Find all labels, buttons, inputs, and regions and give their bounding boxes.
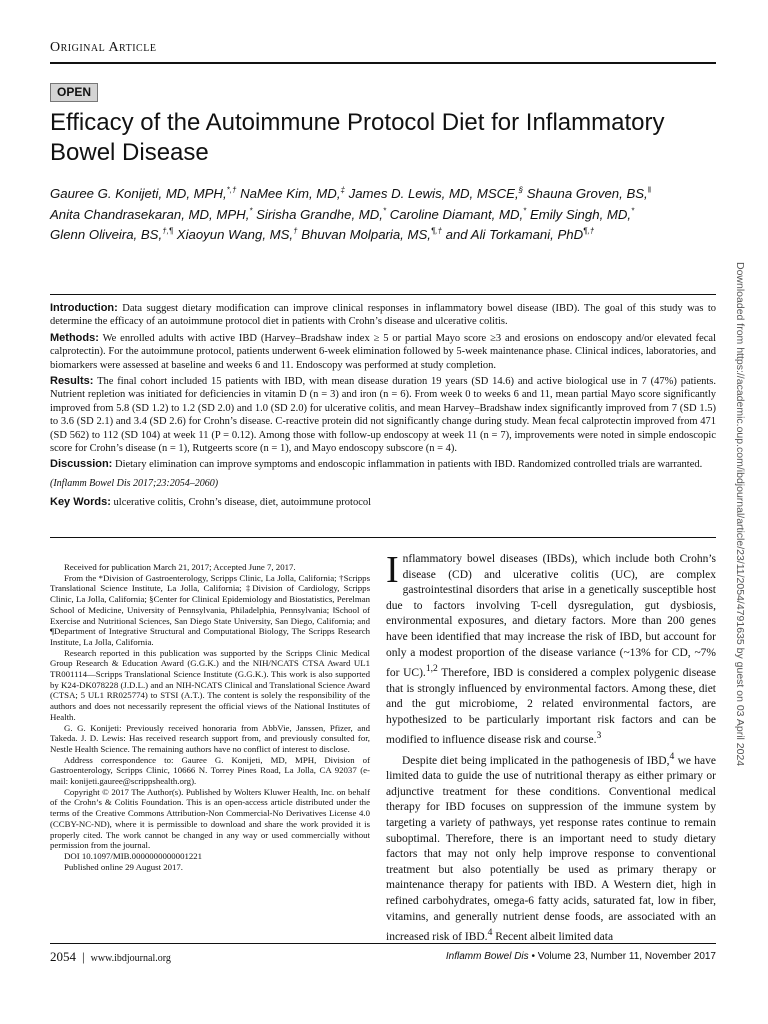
journal-citation: (Inflamm Bowel Dis 2017;23:2054–2060) <box>50 477 219 489</box>
body-paragraph: Inflammatory bowel diseases (IBDs), which include both Crohn’s disease (CD) and ulcerative colitis (UC), are complex gastrointestinal disorders that arise in a genetically susceptible host due to factors involving T-cell dysregulation, gut dysbiosis, environmental exposures, and dietary factors. More than 200 genes have been identified that may increase the risk of IBD, but account for only a modest proportion of the disease variance (~13% for CD, ~7% for UC).$^{1,2}$ Therefore, IBD is considered a complex polygenic disease that is strongly influenced by environmental factors. Among these, diet and the gut microbiome, 2 related environmental factors, are hypothesized to be particularly important risk factors and can be modified to influence disease risk and course.$^3$ <box>386 549 717 747</box>
footnote-doi: DOI 10.1097/MIB.0000000000001221 <box>64 850 203 861</box>
abstract-methods: Methods: We enrolled adults with active IBD (Harvey–Bradshaw index ≥ 5 or partial Mayo score ≥3 and erosions on endoscopy and/or elevated fecal calprotectin). For the autoimmune protocol, patients underwent 6-week elimination followed by 5-week maintenance phase. Clinical indices, laboratories, and biomarkers were assessed at baseline and weeks 6 and 11. Endoscopy was performed at study completion. <box>50 331 716 371</box>
author: Emily Singh, MD,* <box>529 206 635 222</box>
abstract-results: Results: The final cohort included 15 patients with IBD, with mean disease duration 19 years (SD 14.6) and active biological use in 7 (47%) patients. Nutrient repletion was initiated for deficiencies in vitamin D (n = 3) and iron (n = 6). From week 0 to weeks 6 and 11, mean partial Mayo score significantly improved from 5.8 (SD 1.2) to 1.2 (SD 2.0) and 1.0 (SD 2.0) for ulcerative colitis, and mean Harvey–Bradshaw index significantly improved from 7 (SD 1.5) to 3.6 (SD 2.1) and 3.4 (SD 2.6) for Crohn’s disease. C-reactive protein did not significantly change during study. Mean fecal calprotectin improved from 471 (SD 562) to 112 (SD 104) at week 11 (P = 0.12). Among those with follow-up endoscopy at week 11 (n = 7), improvements were noted in simple endoscopic score for Crohn’s disease (n = 1), Rutgeerts score (n = 1), and Mayo endoscopy subscore (n = 4). <box>50 375 716 455</box>
open-access-badge: OPEN <box>50 83 98 102</box>
abstract <box>50 302 716 513</box>
body-text <box>386 549 717 946</box>
author: Glenn Oliveira, BS,†,¶ <box>50 226 174 243</box>
footnote-disclosures: G. G. Konijeti: Previously received honoraria from AbbVie, Janssen, Pfizer, and Takeda. J. D. Lewis: Has received research support from, and previously consulted for, Nestle Health Science. The remaining authors have no conflict of interest to disclose. <box>50 722 370 754</box>
author: Shauna Groven, BS,‖ <box>526 186 652 202</box>
section-label: Original Article <box>50 40 157 55</box>
body-paragraph: Despite diet being implicated in the pathogenesis of IBD,$^4$ we have limited data to guide the use of nutritional therapy as either primary or adjunctive treatment for these conditions. Conventional medical therapy for IBD focuses on suppression of the immune system by targeting a variety of pathways, yet response rates continue to remain suboptimal. Therefore, there is an important need to study dietary factors that may not only help improve response to conventional treatment but also potentially be used as primary therapy or maintenance therapy for patients with IBD. A Western diet, high in refined carbohydrates, omega-6 fatty acids, saturated fat, low in fiber, vitamins, and generally nutrient dense foods, are associated with an increased risk of IBD.$^4$ Recent albeit limited data <box>386 750 716 943</box>
page-number: 2054 <box>50 949 76 964</box>
journal-volume: Volume 23, Number 11, November 2017 <box>537 951 716 962</box>
footer-left: 2054 | www.ibdjournal.org <box>50 949 171 964</box>
footnote-correspondence: Address correspondence to: Gauree G. Konijeti, MD, MPH, Division of Gastroenterology, Scripps Clinic, 10666 N. Torrey Pines Road, La Jolla, CA 92037 (e-mail: konijeti.gauree@scrippshealth.org). <box>50 754 370 787</box>
footnote-received: Received for publication March 21, 2017; Accepted June 7, 2017. <box>64 562 296 572</box>
abstract-introduction: Introduction: Data suggest dietary modification can improve clinical responses in inflammatory bowel disease (IBD). The goal of this study was to determine the efficacy of an autoimmune protocol diet in patients with Crohn’s disease and ulcerative colitis. <box>50 302 716 328</box>
journal-name: Inflamm Bowel Dis <box>445 951 529 962</box>
abstract-discussion: Discussion: Dietary elimination can improve symptoms and endoscopic inflammation in patients with IBD. Randomized controlled trials are warranted. <box>50 458 703 471</box>
footnote-copyright: Copyright © 2017 The Author(s). Published by Wolters Kluwer Health, Inc. on behalf of the Crohn’s & Colitis Foundation. This is an open-access article distributed under the terms of the Creative Commons Attribution-Non Commercial-No Derivatives License 4.0 (CCBY-NC-ND), where it is permissible to download and share the work provided it is properly cited. The work cannot be changed in any way or used commercially without permission from the journal. <box>50 786 370 851</box>
footer-bullet: • <box>531 951 535 962</box>
drop-cap: I <box>386 549 399 591</box>
footnote-published: Published online 29 August 2017. <box>64 861 184 872</box>
author: Xiaoyun Wang, MS,† <box>176 226 298 243</box>
author: Caroline Diamant, MD,* <box>389 206 527 222</box>
footer-right <box>446 951 716 962</box>
author: Bhuvan Molparia, MS,¶,† <box>301 226 442 243</box>
download-watermark-text: Downloaded from https://academic.oup.com/ibdjournal/article/23/11/2054/4791635 by guest on 03 April 2024 <box>734 262 746 767</box>
footnote-affiliations: From the *Division of Gastroenterology, Scripps Clinic, La Jolla, California; †Scripps Translational Science Institute, La Jolla, California; ‡Division of Cardiology, Scripps Clinic, La Jolla, California; §Center for Clinical Epidemiology and Biostatistics, Perelman School of Medicine, University of Pennsylvania, Philadelphia, Pennsylvania; ‖School of Exercise and Nutritional Sciences, San Diego State University, San Diego, California; and ¶Department of Integrative Structural and Computational Biology, The Scripps Research Institute, La Jolla, California. <box>50 572 370 647</box>
abstract-top-rule <box>50 294 716 295</box>
header-rule <box>50 62 716 64</box>
keywords: Key Words: ulcerative colitis, Crohn’s disease, diet, autoimmune protocol <box>50 496 372 509</box>
author: Anita Chandrasekaran, MD, MPH,* <box>50 206 253 222</box>
journal-url[interactable]: www.ibdjournal.org <box>90 953 171 964</box>
author: NaMee Kim, MD,‡ <box>240 186 345 202</box>
footnote-funding: Research reported in this publication was supported by the Scripps Clinic Medical Group Research & Education Award (G.G.K.) and the NIH/NCATS CTSA Award UL1 TR001114—Scripps Translational Science Institute (G.G.K.). This work is also supported by K24-DK078228 (J.D.L.) and an NIH-NCATS Clinical and Translational Science Award (CTSA; 5 UL1 RR025774) to STSI (A.T.). The content is solely the responsibility of the authors and does not necessarily represent the official views of the National Institutes of Health. <box>50 647 370 722</box>
abstract-bottom-rule <box>50 537 716 538</box>
author: and Ali Torkamani, PhD¶,† <box>445 226 595 243</box>
author: James D. Lewis, MD, MSCE,§ <box>348 186 524 202</box>
footnotes <box>50 562 370 872</box>
author-list <box>50 182 710 243</box>
author: Gauree G. Konijeti, MD, MPH,*,† <box>50 186 237 202</box>
download-watermark <box>733 262 747 792</box>
footer-rule <box>50 943 716 944</box>
article-title: Efficacy of the Autoimmune Protocol Diet for Inflammatory Bowel Disease <box>50 109 665 166</box>
author: Sirisha Grandhe, MD,* <box>256 206 387 222</box>
